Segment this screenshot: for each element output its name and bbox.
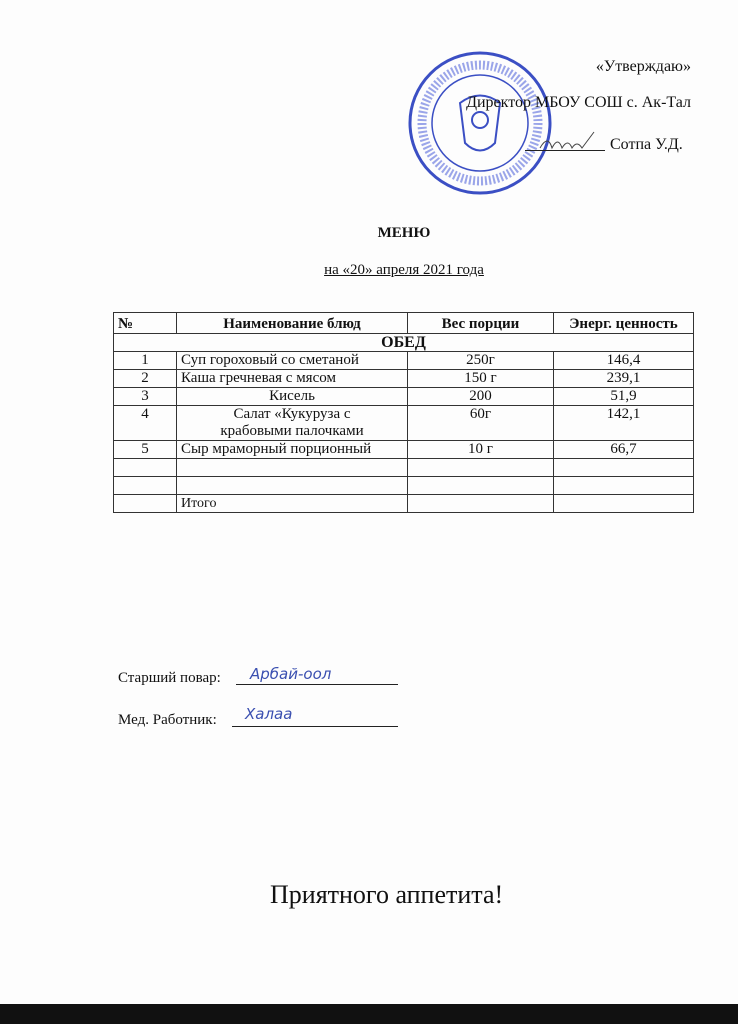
cell-name: Кисель — [177, 388, 408, 406]
cell-energy: 142,1 — [554, 406, 694, 441]
scan-edge — [0, 1004, 738, 1024]
table-row — [114, 352, 694, 370]
cell-energy: 51,9 — [554, 388, 694, 406]
col-energy: Энерг. ценность — [554, 313, 694, 334]
director-signature — [535, 130, 605, 152]
closing-message: Приятного аппетита! — [270, 880, 504, 909]
director-name: Сотпа У.Д. — [610, 136, 683, 153]
cell-number: 4 — [114, 406, 177, 441]
table-row — [114, 441, 694, 459]
col-name: Наименование блюд — [177, 313, 408, 334]
col-weight: Вес порции — [408, 313, 554, 334]
empty-row — [114, 477, 694, 495]
empty-row — [114, 459, 694, 477]
section-row — [114, 334, 694, 352]
total-row — [114, 495, 694, 513]
cook-signature-line — [236, 684, 398, 685]
official-stamp — [405, 48, 555, 198]
date-day: 20 — [350, 262, 365, 278]
col-number: № — [114, 313, 177, 334]
date-suffix: » апреля 2021 года — [365, 262, 484, 278]
cook-label: Старший повар: — [118, 670, 221, 686]
cell-name: Суп гороховый со сметаной — [177, 352, 408, 370]
cell-energy: 239,1 — [554, 370, 694, 388]
approval-title: «Утверждаю» — [595, 58, 691, 75]
cell-name: Салат «Кукуруза с крабовыми палочками — [177, 406, 408, 441]
cell-name: Каша гречневая с мясом — [177, 370, 408, 388]
cell-number: 1 — [114, 352, 177, 370]
cell-weight: 200 — [408, 388, 554, 406]
cell-number: 3 — [114, 388, 177, 406]
menu-table — [113, 312, 694, 513]
date-prefix: на « — [324, 262, 350, 278]
cell-name: Сыр мраморный порционный — [177, 441, 408, 459]
medic-signature: Халаа — [245, 705, 293, 723]
total-label: Итого — [177, 495, 408, 513]
medic-label: Мед. Работник: — [118, 712, 217, 728]
menu-title: МЕНЮ — [377, 225, 431, 241]
cell-weight: 250г — [408, 352, 554, 370]
table-row — [114, 406, 694, 441]
section-label: ОБЕД — [114, 334, 694, 352]
table-row — [114, 370, 694, 388]
table-row — [114, 388, 694, 406]
approval-position: Директор МБОУ СОШ с. Ак-Тал — [466, 94, 691, 111]
cook-signature: Арбай-оол — [250, 665, 332, 683]
cell-weight: 60г — [408, 406, 554, 441]
table-header-row — [114, 313, 694, 334]
menu-date — [0, 262, 738, 279]
medic-signature-line — [232, 726, 398, 727]
cell-weight: 10 г — [408, 441, 554, 459]
cell-energy: 66,7 — [554, 441, 694, 459]
cell-number: 2 — [114, 370, 177, 388]
cell-weight: 150 г — [408, 370, 554, 388]
cell-energy: 146,4 — [554, 352, 694, 370]
cell-number: 5 — [114, 441, 177, 459]
